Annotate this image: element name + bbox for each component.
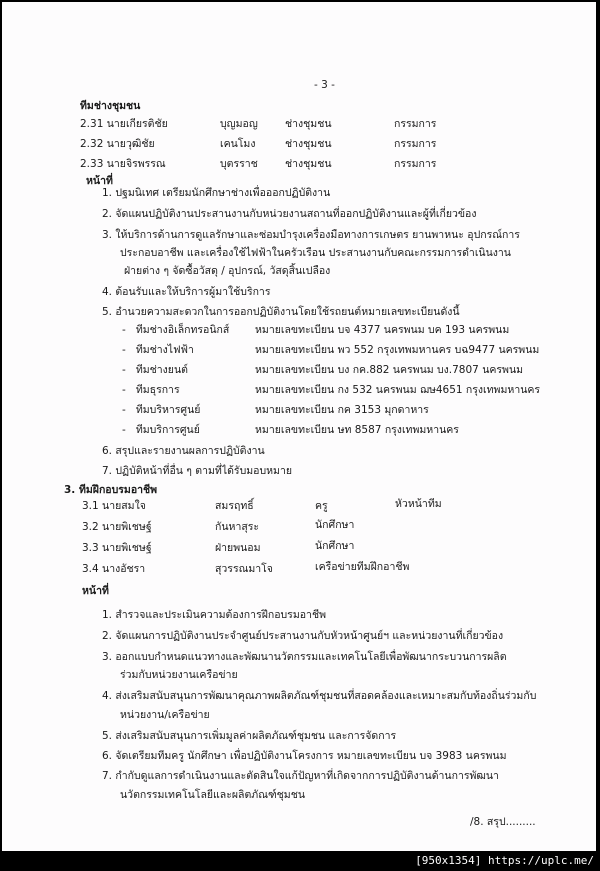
member-name: 3.4 นางอัชรา (82, 563, 146, 575)
duty-item: 3. ออกแบบกำหนดแนวทางและพัฒนานวัตกรรมและเทคโนโลยีเพื่อพัฒนากระบวนการผลิต (102, 651, 507, 663)
watermark-bar (0, 851, 600, 871)
vehicle-plates: หมายเลขทะเบียน ษท 8587 กรุงเทพมหานคร (255, 424, 459, 436)
duty-item: 3. ให้บริการด้านการดูแลรักษาและซ่อมบำรุงเครื่องมือทางการเกษตร ยานพาหนะ อุปกรณ์การ (102, 229, 520, 241)
duty-item: 5. อำนวยความสะดวกในการออกปฏิบัติงานโดยใช้รถยนต์หมายเลขทะเบียนดังนี้ (102, 306, 460, 318)
duty-item: 6. สรุปและรายงานผลการปฏิบัติงาน (102, 445, 265, 457)
duties-heading: หน้าที่ (86, 175, 113, 187)
member-position: นักศึกษา (315, 519, 355, 531)
vehicle-plates: หมายเลขทะเบียน กง 532 นครพนม ฌษ4651 กรุงเทพมหานคร (255, 384, 541, 396)
duty-item-cont: ฝ่ายต่าง ๆ จัดซื้อวัสดุ / อุปกรณ์, วัสดุสิ้นเปลือง (124, 265, 331, 277)
member-position: ครู (315, 500, 328, 512)
duty-item: 4. ส่งเสริมสนับสนุนการพัฒนาคุณภาพผลิตภัณฑ์ชุมชนที่สอดคล้องและเหมาะสมกับท้องถิ่นร่วมกับ (102, 690, 537, 702)
member-position: นักศึกษา (315, 540, 355, 552)
member-surname: บุตรราช (220, 158, 258, 170)
member-name: 3.1 นายสมใจ (82, 500, 146, 512)
continuation-note: /8. สรุป......... (470, 816, 536, 828)
duty-item: 4. ต้อนรับและให้บริการผู้มาใช้บริการ (102, 286, 271, 298)
vehicle-team: - ทีมช่างไฟฟ้า (122, 344, 194, 356)
duty-item-cont: หน่วยงาน/เครือข่าย (120, 709, 210, 721)
duty-item-cont: นวัตกรรมเทคโนโลยีและผลิตภัณฑ์ชุมชน (120, 789, 306, 801)
duty-item: 2. จัดแผนปฏิบัติงานประสานงานกับหน่วยงานสถานที่ออกปฏิบัติงานและผู้ที่เกี่ยวข้อง (102, 208, 477, 220)
member-surname: ฝ่ายพนอม (215, 542, 261, 554)
duty-item: 1. สำรวจและประเมินความต้องการฝึกอบรมอาชีพ (102, 609, 326, 621)
duty-item: 5. ส่งเสริมสนับสนุนการเพิ่มมูลค่าผลิตภัณฑ์ชุมชน และการจัดการ (102, 730, 397, 742)
member-surname: บุญมอญ (220, 118, 258, 130)
member-name: 3.3 นายพิเชษฐ์ (82, 542, 152, 554)
member-name: 2.32 นายวุฒิชัย (80, 138, 155, 150)
document-page (2, 2, 596, 851)
member-role: กรรมการ (394, 158, 437, 170)
vehicle-plates: หมายเลขทะเบียน บจ 4377 นครพนม บค 193 นครพนม (255, 324, 510, 336)
member-name: 2.31 นายเกียรติชัย (80, 118, 168, 130)
vehicle-team: - ทีมช่างอิเล็กทรอนิกส์ (122, 324, 230, 336)
member-surname: สมรฤทธิ์ (215, 500, 254, 512)
duty-item-cont: ประกอบอาชีพ และเครื่องใช้ไฟฟ้าในครัวเรือน ประสานงานกับคณะกรรมการดำเนินงาน (120, 247, 511, 259)
member-surname: กันหาสุระ (215, 521, 260, 533)
vehicle-plates: หมายเลขทะเบียน กค 3153 มุกดาหาร (255, 404, 429, 416)
member-surname: เคนโมง (220, 138, 256, 150)
section-heading: 3. ทีมฝึกอบรมอาชีพ (64, 484, 158, 496)
member-position: ช่างชุมชน (285, 158, 332, 170)
member-role: กรรมการ (394, 138, 437, 150)
member-position: ช่างชุมชน (285, 118, 332, 130)
vehicle-plates: หมายเลขทะเบียน พว 552 กรุงเทพมหานคร บฉ9477 นครพนม (255, 344, 540, 356)
member-surname: สุวรรณมาโจ (215, 563, 273, 575)
vehicle-plates: หมายเลขทะเบียน บง กค.882 นครพนม บง.7807 นครพนม (255, 364, 524, 376)
duty-item: 2. จัดแผนการปฏิบัติงานประจำศูนย์ประสานงานกับหัวหน้าศูนย์ฯ และหน่วยงานที่เกี่ยวข้อง (102, 630, 504, 642)
duty-item: 6. จัดเตรียมทีมครู นักศึกษา เพื่อปฏิบัติงานโครงการ หมายเลขทะเบียน บจ 3983 นครพนม (102, 750, 507, 762)
member-position: ช่างชุมชน (285, 138, 332, 150)
vehicle-team: - ทีมบริการศูนย์ (122, 424, 200, 436)
vehicle-team: - ทีมช่างยนต์ (122, 364, 188, 376)
member-name: 2.33 นายจิรพรรณ (80, 158, 166, 170)
page-number: - 3 - (314, 79, 335, 91)
duties-heading: หน้าที่ (82, 585, 109, 597)
duty-item: 7. ปฏิบัติหน้าที่อื่น ๆ ตามที่ได้รับมอบหมาย (102, 465, 293, 477)
watermark-text: [950x1354] https://uplc.me/ (415, 854, 594, 867)
member-role: กรรมการ (394, 118, 437, 130)
team-heading: ทีมช่างชุมชน (80, 100, 141, 112)
member-position: เครือข่ายทีมฝึกอาชีพ (315, 561, 410, 573)
duty-item: 7. กำกับดูแลการดำเนินงานและตัดสินใจแก้ปัญหาที่เกิดจากการปฏิบัติงานด้านการพัฒนา (102, 770, 499, 782)
member-role: หัวหน้าทีม (395, 498, 442, 510)
vehicle-team: - ทีมบริหารศูนย์ (122, 404, 201, 416)
vehicle-team: - ทีมธุรการ (122, 384, 180, 396)
duty-item: 1. ปฐมนิเทศ เตรียมนักศึกษาช่างเพื่อออกปฏิบัติงาน (102, 187, 331, 199)
duty-item-cont: ร่วมกับหน่วยงานเครือข่าย (120, 669, 238, 681)
member-name: 3.2 นายพิเชษฐ์ (82, 521, 152, 533)
